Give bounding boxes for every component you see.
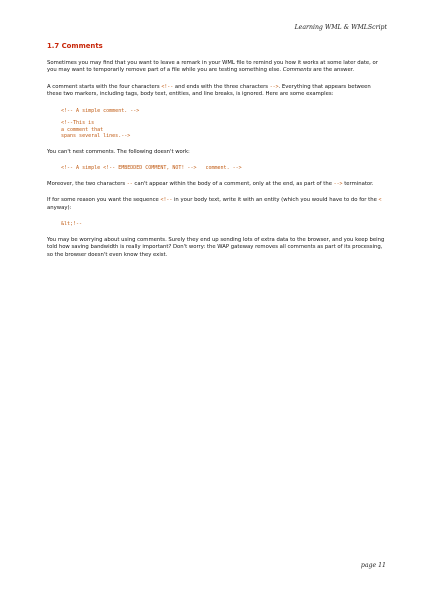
- comment-markers-paragraph: [47, 84, 387, 99]
- code-line-multi-3: spans several lines.-->: [61, 133, 131, 140]
- markers-text-b: and ends with the three characters: [173, 83, 270, 90]
- sequence-code: <!--: [160, 197, 173, 204]
- nested-comment-code: [61, 165, 387, 172]
- code-line-simple: <!-- A simple comment. -->: [61, 107, 140, 114]
- entity-text-a: If for some reason you want the sequence: [47, 197, 161, 204]
- intro-paragraph: [47, 60, 387, 75]
- dash-text-a: Moreover, the two characters: [47, 181, 127, 187]
- double-dash-paragraph: [47, 181, 387, 188]
- running-header: Learning WML & WMLScript: [294, 24, 387, 31]
- entity-text-b: in your body text, write it with an entity (which you would have to do for the: [172, 197, 379, 204]
- page-number: page 11: [360, 562, 386, 569]
- code-line-multi-1: <!--This is: [61, 120, 95, 127]
- code-line-entity: &lt;!--: [61, 221, 83, 228]
- comment-examples-code: [61, 108, 387, 140]
- markers-text-c: . Everything that appears between these two markers, including tags, body text, entities, and line breaks, is ignored. Here are some examples:: [47, 83, 371, 98]
- less-than-code: <: [378, 197, 382, 204]
- section-heading: 1.7 Comments: [47, 42, 103, 50]
- code-line-nested: <!-- A simple <!-- EMBEDDED COMMENT, NOT! --> comment. -->: [61, 165, 242, 172]
- markers-text-a: A comment starts with the four characters: [47, 83, 162, 90]
- nesting-paragraph: You can't nest comments. The following doesn't work:: [47, 149, 190, 155]
- double-dash-code: --: [126, 181, 133, 187]
- page-content: [47, 42, 387, 268]
- dash-text-c: terminator.: [342, 181, 374, 187]
- entity-code: [61, 221, 387, 228]
- close-marker-code: -->: [269, 83, 279, 90]
- intro-tail: are the answer.: [311, 67, 355, 74]
- dash-text-b: can't appear within the body of a comment, only at the end, as part of the: [132, 181, 334, 187]
- terminator-code: -->: [333, 181, 343, 187]
- entity-text-c: anyway):: [47, 204, 72, 211]
- code-line-multi-2: a comment that: [61, 126, 104, 133]
- open-marker-code: <!--: [161, 83, 174, 90]
- bandwidth-paragraph: You may be worrying about using comments. Surely they end up sending lots of extra data to the browser, and you keep being told how saving bandwidth is really important? Don't worry: the WAP gateway removes all comments as part of its processing, so the browser doesn't even know they exist.: [47, 236, 385, 258]
- comments-term: Comments: [282, 67, 312, 74]
- intro-text: Sometimes you may find that you want to leave a remark in your WML file to remind you how it works at some later date, or you may want to temporarily remove part of a file while you are testing something else.: [47, 60, 378, 74]
- entity-paragraph: [47, 197, 387, 212]
